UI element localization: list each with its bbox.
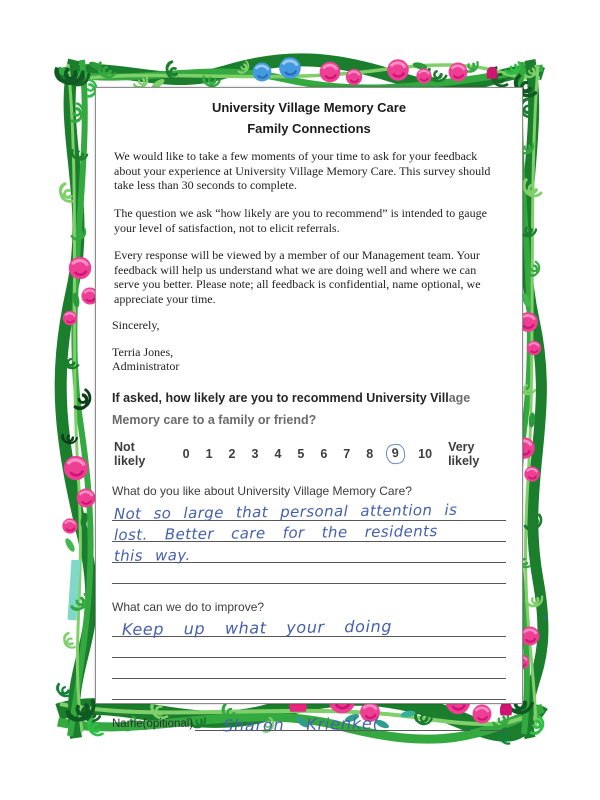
ruled-line <box>112 563 506 584</box>
handwritten-answer-line: Keep up what your doing <box>121 616 393 639</box>
handwritten-name: Sharon Krienke( <box>223 713 380 736</box>
scale-value-6: 6 <box>320 446 328 461</box>
gauge-paragraph: The question we ask “how likely are you to recommend” is intended to gauge your level of satisfaction, not to elicit referrals. <box>114 205 487 235</box>
ruled-line <box>112 658 506 679</box>
response-paragraph: Every response will be viewed by a member of our Management team. Your feedback will help us understand what we are doing well and where we can serve you better. Please note; all feedback is confidential, name optional, we appreciate your time. <box>114 248 481 306</box>
scale-value-8: 8 <box>366 446 374 461</box>
signature-role: Administrator <box>112 359 180 374</box>
name-field-row <box>112 712 506 736</box>
question-like: What do you like about University Village Memory Care? <box>112 483 412 498</box>
handwritten-answer-line: lost. Better care for the residents <box>113 521 438 544</box>
scale-value-4: 4 <box>274 446 282 461</box>
recommend-question: If asked, how likely are you to recommend University Village Memory care to a family or friend? <box>112 391 471 427</box>
answer-improve-area <box>112 616 506 700</box>
ruled-line <box>112 637 506 658</box>
intro-paragraph: We would like to take a few moments of your time to ask for your feedback about your experience at University Village Memory Care. This survey should take less than 30 seconds to complete. <box>114 149 491 193</box>
closing-text: Sincerely, <box>112 317 160 332</box>
ruled-line <box>112 542 506 563</box>
name-underline-segment <box>480 712 506 731</box>
signature-name: Terria Jones, <box>112 344 174 359</box>
question-improve: What can we do to improve? <box>112 599 265 614</box>
page-subtitle: Family Connections <box>247 121 371 136</box>
name-label: Name(opitional) <box>112 717 194 730</box>
answer-like-area <box>112 500 506 584</box>
scale-value-10: 10 <box>418 446 433 461</box>
name-underline <box>195 712 470 736</box>
scale-value-5: 5 <box>297 446 305 461</box>
scale-low-label: Not likely <box>114 439 146 468</box>
scale-high-label: Very likely <box>448 439 480 468</box>
ruled-line <box>112 616 506 637</box>
signature-block <box>112 345 506 374</box>
scale-value-0: 0 <box>182 446 190 461</box>
survey-paper <box>95 87 523 736</box>
scale-value-3: 3 <box>251 446 259 461</box>
ruled-line <box>112 679 506 700</box>
ruled-line <box>112 500 506 521</box>
page-title: University Village Memory Care <box>211 100 407 115</box>
scale-value-9-selected: 9 <box>391 445 400 461</box>
handwritten-answer-line: Not so large that personal attention is <box>113 500 458 523</box>
selected-rating-circle <box>385 443 406 465</box>
handwritten-answer-line: this way. <box>113 545 191 565</box>
scale-value-2: 2 <box>228 446 236 461</box>
scale-value-7: 7 <box>343 446 351 461</box>
ruled-line <box>112 521 506 542</box>
scale-value-1: 1 <box>205 446 213 461</box>
rating-scale <box>112 440 506 468</box>
